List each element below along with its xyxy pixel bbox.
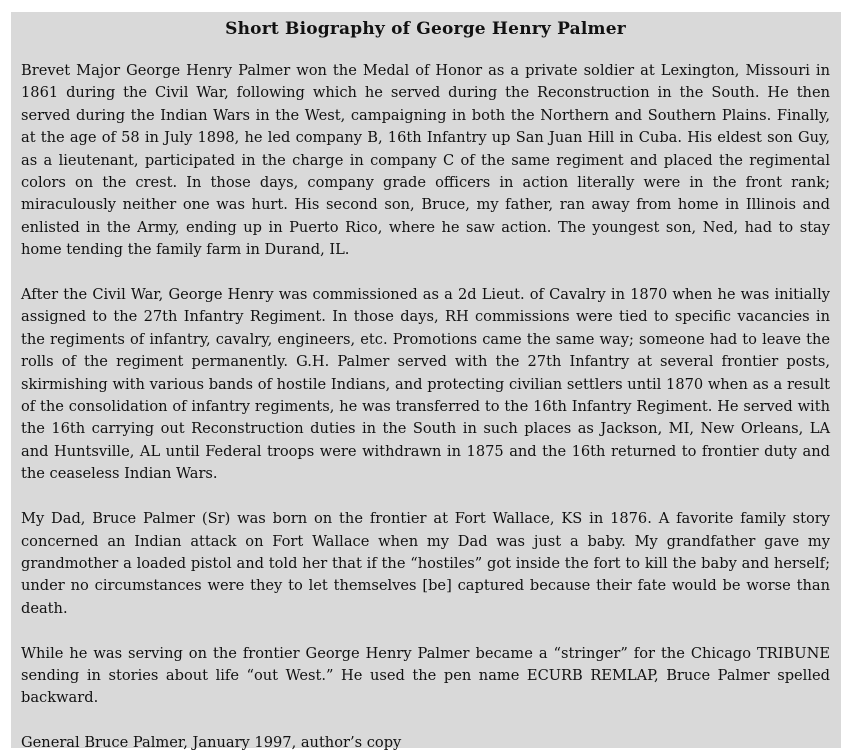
paragraph-3: My Dad, Bruce Palmer (Sr) was born on the frontier at Fort Wallace, KS in 1876. A favorite family story concerned an Indian attack on Fort Wallace when my Dad was just a baby. My grandfather gave my grandmother a loaded pistol and told her that if the “hostiles” got inside the fort to kill the baby and herself; under no circumstances were they to let themselves [be] captured because their fate would be worse than death. bbox=[21, 510, 830, 617]
spacer bbox=[21, 620, 830, 642]
signature-line: General Bruce Palmer, January 1997, author’s copy bbox=[21, 734, 402, 752]
spacer bbox=[21, 486, 830, 508]
spacer bbox=[21, 710, 830, 732]
document-page bbox=[11, 12, 841, 752]
paragraph-2: After the Civil War, George Henry was commissioned as a 2d Lieut. of Cavalry in 1870 when he was initially assigned to the 27th Infantry Regiment. In those days, RH commissions were tied to specific vacancies in the regiments of infantry, cavalry, engineers, etc. Promotions came the same way; someone had to leave the rolls of the regiment permanently. G.H. Palmer served with the 27th Infantry at several frontier posts, skirmishing with various bands of hostile Indians, and protecting civilian settlers until 1870 when as a result of the consolidation of infantry regiments, he was transferred to the 16th Infantry Regiment. He served with the 16th carrying out Reconstruction duties in the South in such places as Jackson, MI, New Orleans, LA and Huntsville, AL until Federal troops were withdrawn in 1875 and the 16th returned to frontier duty and the ceaseless Indian Wars. bbox=[21, 286, 830, 483]
spacer bbox=[21, 46, 830, 60]
paragraph-4: While he was serving on the frontier George Henry Palmer became a “stringer” for the Chicago TRIBUNE sending in stories about life “out West.” He used the pen name ECURB REMLAP, Bruce Palmer spelled backward. bbox=[21, 644, 830, 707]
spacer bbox=[21, 262, 830, 284]
document-title: Short Biography of George Henry Palmer bbox=[225, 19, 626, 39]
paragraph-1: Brevet Major George Henry Palmer won the Medal of Honor as a private soldier at Lexington, Missouri in 1861 during the Civil War, following which he served during the Reconstruction in the South. He then served during the Indian Wars in the West, campaigning in both the Northern and Southern Plains. Finally, at the age of 58 in July 1898, he led company B, 16th Infantry up San Juan Hill in Cuba. His eldest son Guy, as a lieutenant, participated in the charge in company C of the same regiment and placed the regimental colors on the crest. In those days, company grade officers in action literally were in the front rank; miraculously neither one was hurt. His second son, Bruce, my father, ran away from home in Illinois and enlisted in the Army, ending up in Puerto Rico, where he saw action. The youngest son, Ned, had to stay home tending the family farm in Durand, IL. bbox=[21, 62, 830, 259]
